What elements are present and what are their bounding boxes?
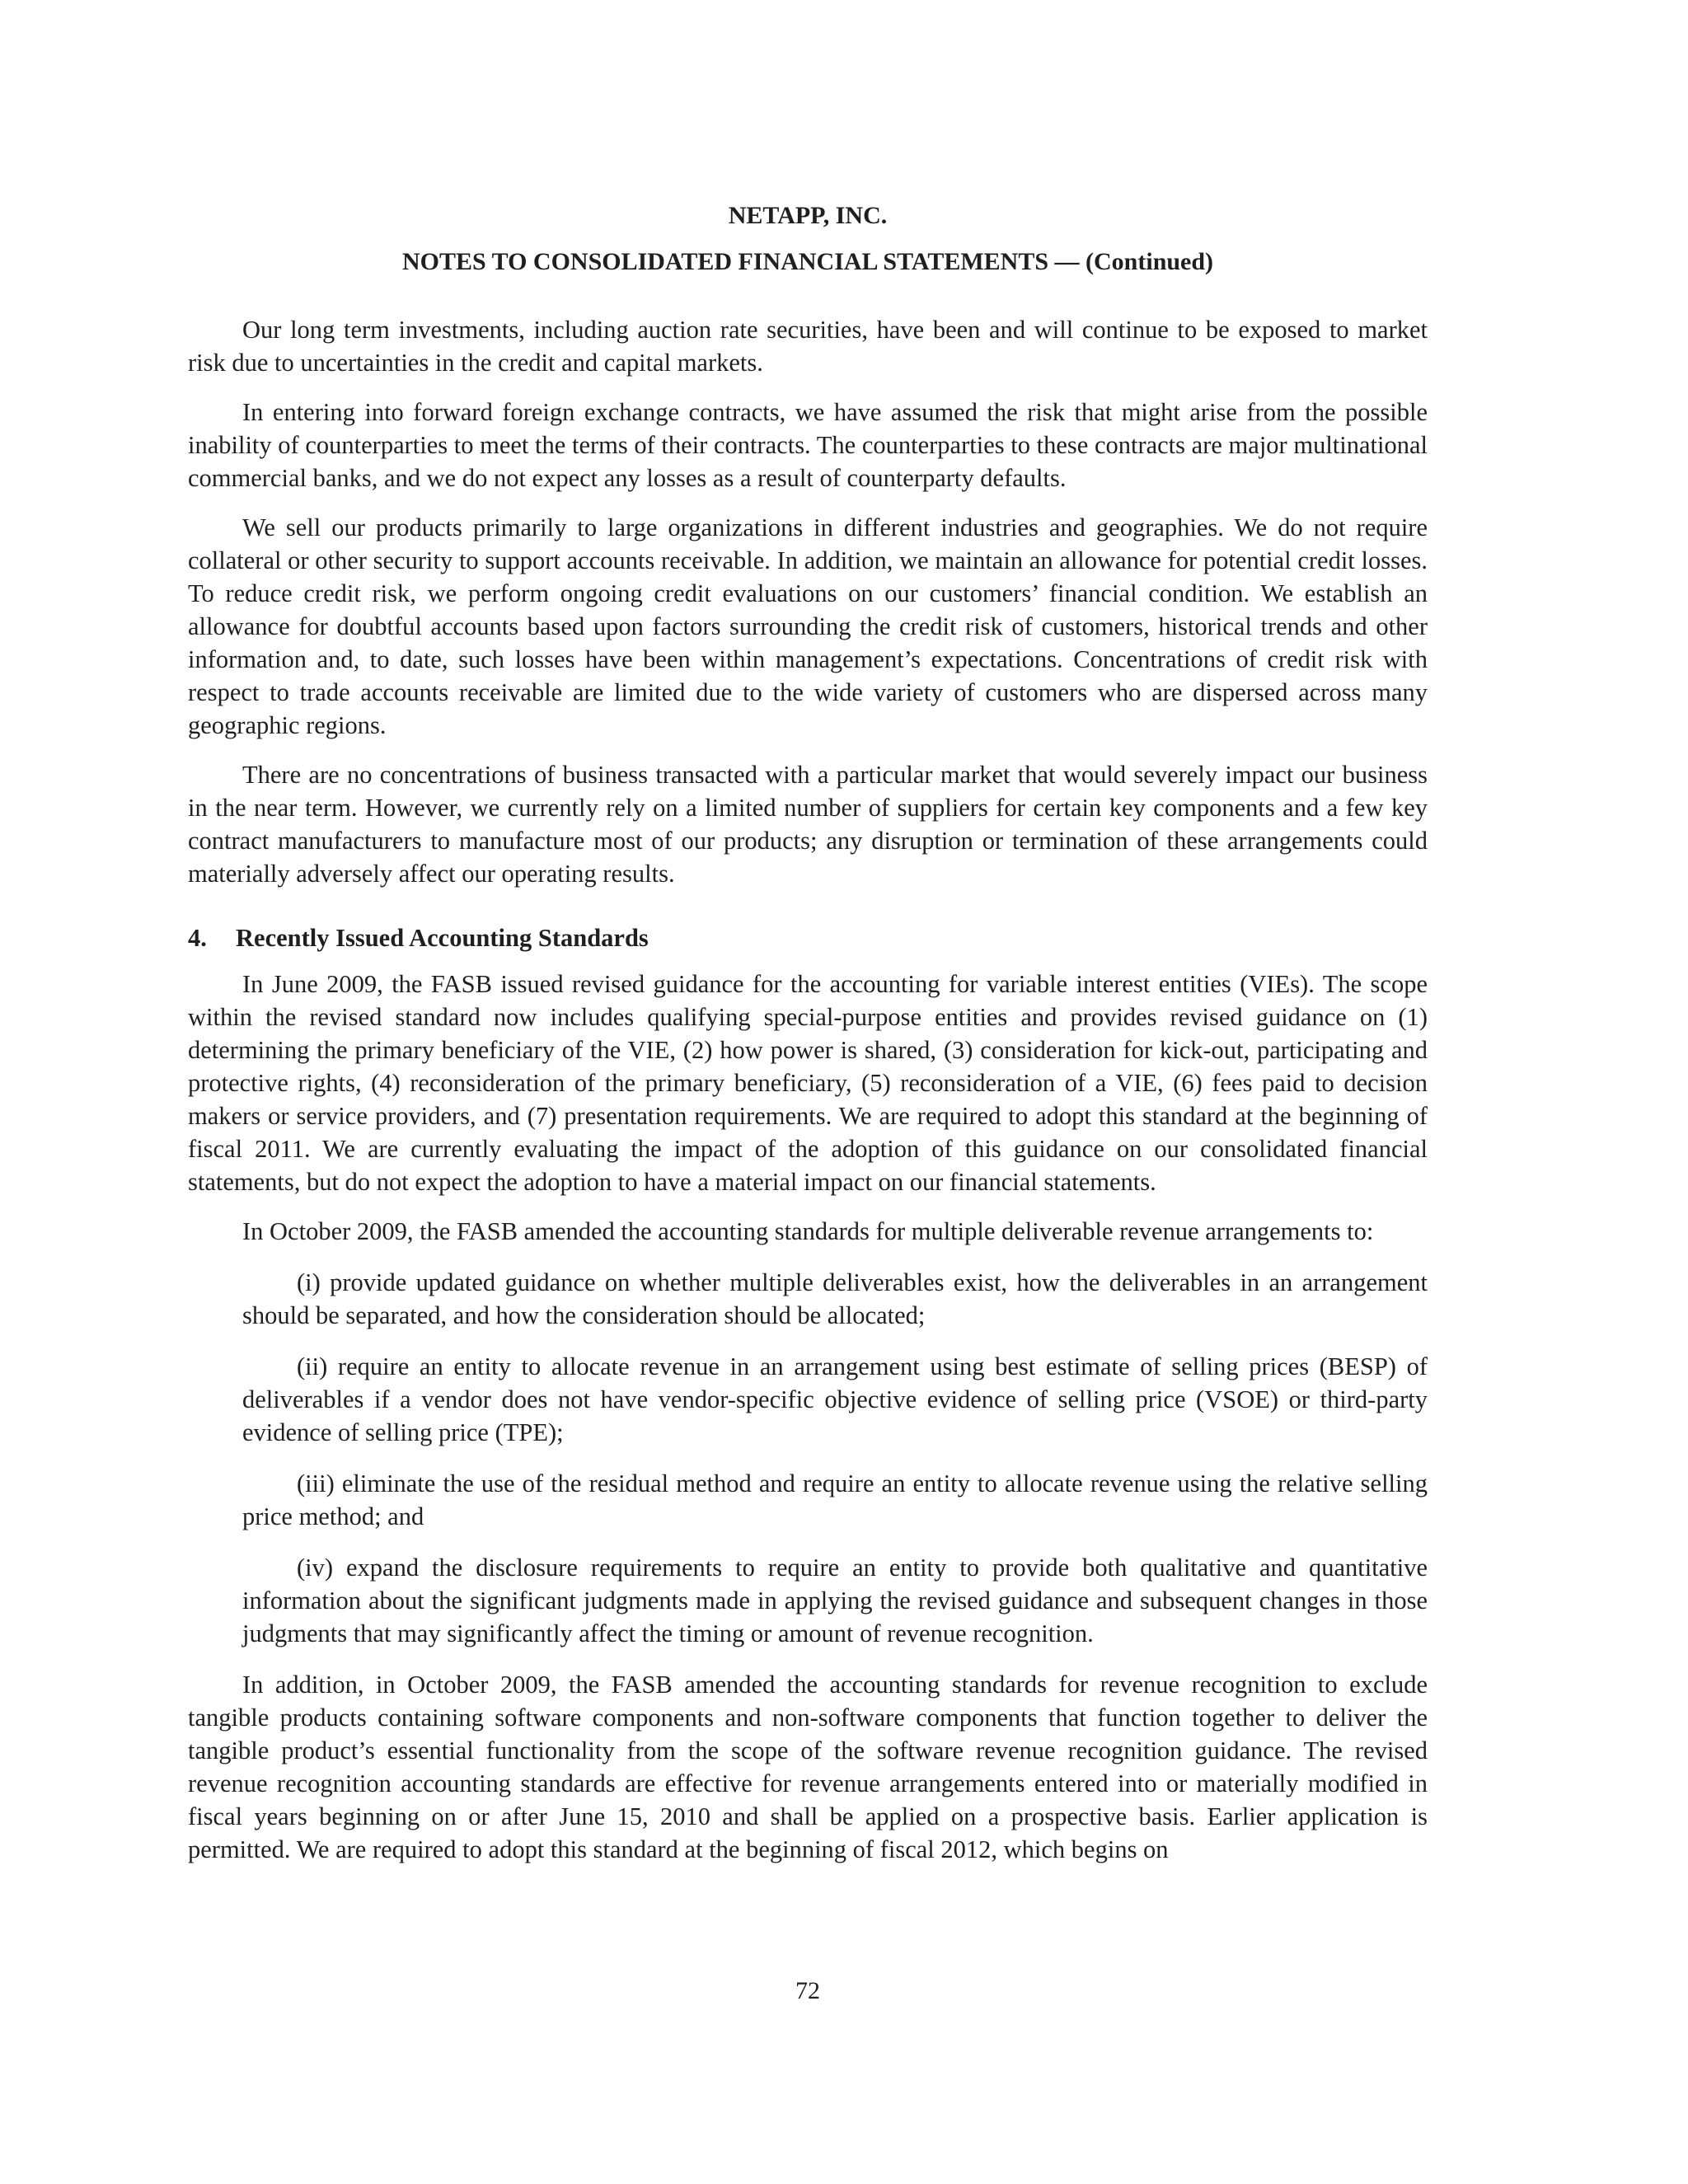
paragraph-vie-guidance: In June 2009, the FASB issued revised guidance for the accounting for variable interest entities (VIEs). The scope within the revised standard now includes qualifying special-purpose entities and provides revised guidance on (1) determining the primary beneficiary of the VIE, (2) how power is shared, (3) consideration for kick-out, participating and protective rights, (4) reconsideration of the primary beneficiary, (5) reconsideration of a VIE, (6) fees paid to decision makers or service providers, and (7) presentation requirements. We are required to adopt this standard at the beginning of fiscal 2011. We are currently evaluating the impact of the adoption of this guidance on our consolidated financial statements, but do not expect the adoption to have a material impact on our financial statements. (188, 970, 1428, 1196)
section-number: 4. (188, 924, 207, 952)
section-heading (188, 921, 1428, 954)
document-body (188, 313, 1428, 1882)
list-item: (i) provide updated guidance on whether multiple deliverables exist, how the deliverables in an arrangement should be separated, and how the consideration should be allocated; (242, 1268, 1428, 1329)
paragraph-revenue-recognition: In addition, in October 2009, the FASB amended the accounting standards for revenue recognition to exclude tangible products containing software components and non-software components that function together to deliver the tangible product’s essential functionality from the scope of the software revenue recognition guidance. The revised revenue recognition accounting standards are effective for revenue arrangements entered into or materially modified in fiscal years beginning on or after June 15, 2010 and shall be applied on a prospective basis. Earlier application is permitted. We are required to adopt this standard at the beginning of fiscal 2012, which begins on (188, 1671, 1428, 1863)
paragraph-credit-risk: We sell our products primarily to large organizations in different industries and geographies. We do not require collateral or other security to support accounts receivable. In addition, we maintain an allowance for potential credit losses. To reduce credit risk, we perform ongoing credit evaluations on our customers’ financial condition. We establish an allowance for doubtful accounts based upon factors surrounding the credit risk of customers, historical trends and other information and, to date, such losses have been within management’s expectations. Concentrations of credit risk with respect to trade accounts receivable are limited due to the wide variety of customers who are dispersed across many geographic regions. (188, 513, 1428, 739)
company-name: NETAPP, INC. (728, 202, 888, 229)
list-item: (ii) require an entity to allocate revenue in an arrangement using best estimate of selling prices (BESP) of deliverables if a vendor does not have vendor-specific objective evidence of selling price (VSOE) or third-party evidence of selling price (TPE); (242, 1352, 1428, 1446)
paragraph-investments: Our long term investments, including auction rate securities, have been and will continue to be exposed to market risk due to uncertainties in the credit and capital markets. (188, 316, 1428, 377)
notes-heading: NOTES TO CONSOLIDATED FINANCIAL STATEMENTS — (Continued) (401, 248, 1214, 275)
page-number: 72 (795, 1977, 820, 2004)
paragraph-multiple-deliverables: In October 2009, the FASB amended the accounting standards for multiple deliverable revenue arrangements to: (242, 1217, 1374, 1245)
paragraph-forward-contracts: In entering into forward foreign exchange contracts, we have assumed the risk that might arise from the possible inability of counterparties to meet the terms of their contracts. The counterparties to these contracts are major multinational commercial banks, and we do not expect any losses as a result of counterparty defaults. (188, 398, 1428, 492)
list-item: (iii) eliminate the use of the residual method and require an entity to allocate revenue using the relative selling price method; and (242, 1469, 1428, 1530)
list-item: (iv) expand the disclosure requirements to require an entity to provide both qualitative and quantitative information about the significant judgments made in applying the revised guidance and subsequent changes in those judgments that may significantly affect the timing or amount of revenue recognition. (242, 1554, 1428, 1647)
paragraph-concentrations: There are no concentrations of business transacted with a particular market that would severely impact our business in the near term. However, we currently rely on a limited number of suppliers for certain key components and a few key contract manufacturers to manufacture most of our products; any disruption or termination of these arrangements could materially adversely affect our operating results. (188, 761, 1428, 888)
section-title: Recently Issued Accounting Standards (236, 924, 649, 952)
